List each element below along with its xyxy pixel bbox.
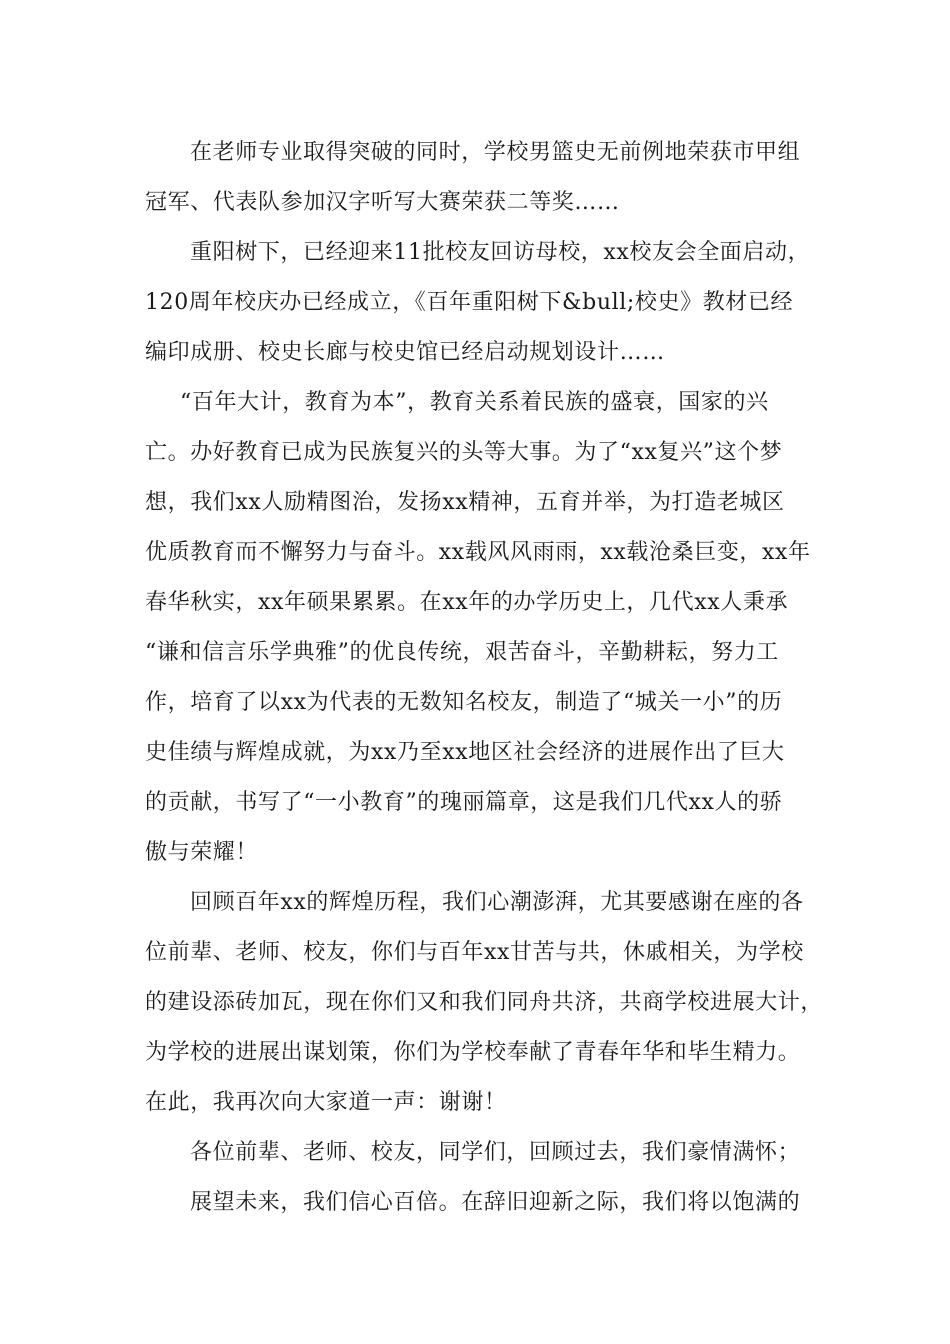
text-line: 傲与荣耀！: [145, 840, 259, 865]
text-line: 在此，我再次向大家道一声：谢谢！: [145, 1090, 507, 1115]
text-line: 展望未来，我们信心百倍。在辞旧迎新之际，我们将以饱满的: [190, 1190, 801, 1215]
text-line: “百年大计，教育为本”，教育关系着民族的盛衰，国家的兴: [180, 390, 769, 415]
text-line: 亡。办好教育已成为民族复兴的头等大事。为了“xx复兴”这个梦: [145, 440, 783, 465]
text-line: 的贡献，书写了“一小教育”的瑰丽篇章，这是我们几代xx人的骄: [145, 790, 783, 815]
text-line: 位前辈、老师、校友，你们与百年xx甘苦与共，休戚相关，为学校: [145, 940, 804, 965]
text-line: 优质教育而不懈努力与奋斗。xx载风风雨雨，xx载沧桑巨变，xx年: [145, 540, 811, 565]
text-line: 冠军、代表队参加汉字听写大赛荣获二等奖……: [145, 190, 620, 215]
text-line: 作，培育了以xx为代表的无数知名校友，制造了“城关一小”的历: [145, 690, 783, 715]
text-line: 各位前辈、老师、校友，同学们，回顾过去，我们豪情满怀；: [190, 1140, 801, 1165]
text-line: 想，我们xx人励精图治，发扬xx精神，五育并举，为打造老城区: [145, 490, 785, 515]
text-line: 编印成册、校史长廊与校史馆已经启动规划设计……: [145, 340, 665, 365]
text-line: 为学校的进展出谋划策，你们为学校奉献了青春年华和毕生精力。: [145, 1040, 801, 1065]
text-line: “谦和信言乐学典雅”的优良传统，艰苦奋斗，辛勤耕耘，努力工: [145, 640, 779, 665]
text-line: 回顾百年xx的辉煌历程，我们心潮澎湃，尤其要感谢在座的各: [190, 890, 804, 915]
text-line: 重阳树下，已经迎来11批校友回访母校，xx校友会全面启动，: [190, 240, 811, 265]
text-line: 在老师专业取得突破的同时，学校男篮史无前例地荣获市甲组: [190, 140, 801, 165]
text-line: 史佳绩与辉煌成就，为xx乃至xx地区社会经济的进展作出了巨大: [145, 740, 785, 765]
text-line: 120周年校庆办已经成立，《百年重阳树下&bull;校史》教材已经: [145, 290, 794, 315]
text-line: 春华秋实，xx年硕果累累。在xx年的办学历史上，几代xx人秉承: [145, 590, 789, 615]
text-line: 的建设添砖加瓦，现在你们又和我们同舟共济，共商学校进展大计，: [145, 990, 824, 1015]
